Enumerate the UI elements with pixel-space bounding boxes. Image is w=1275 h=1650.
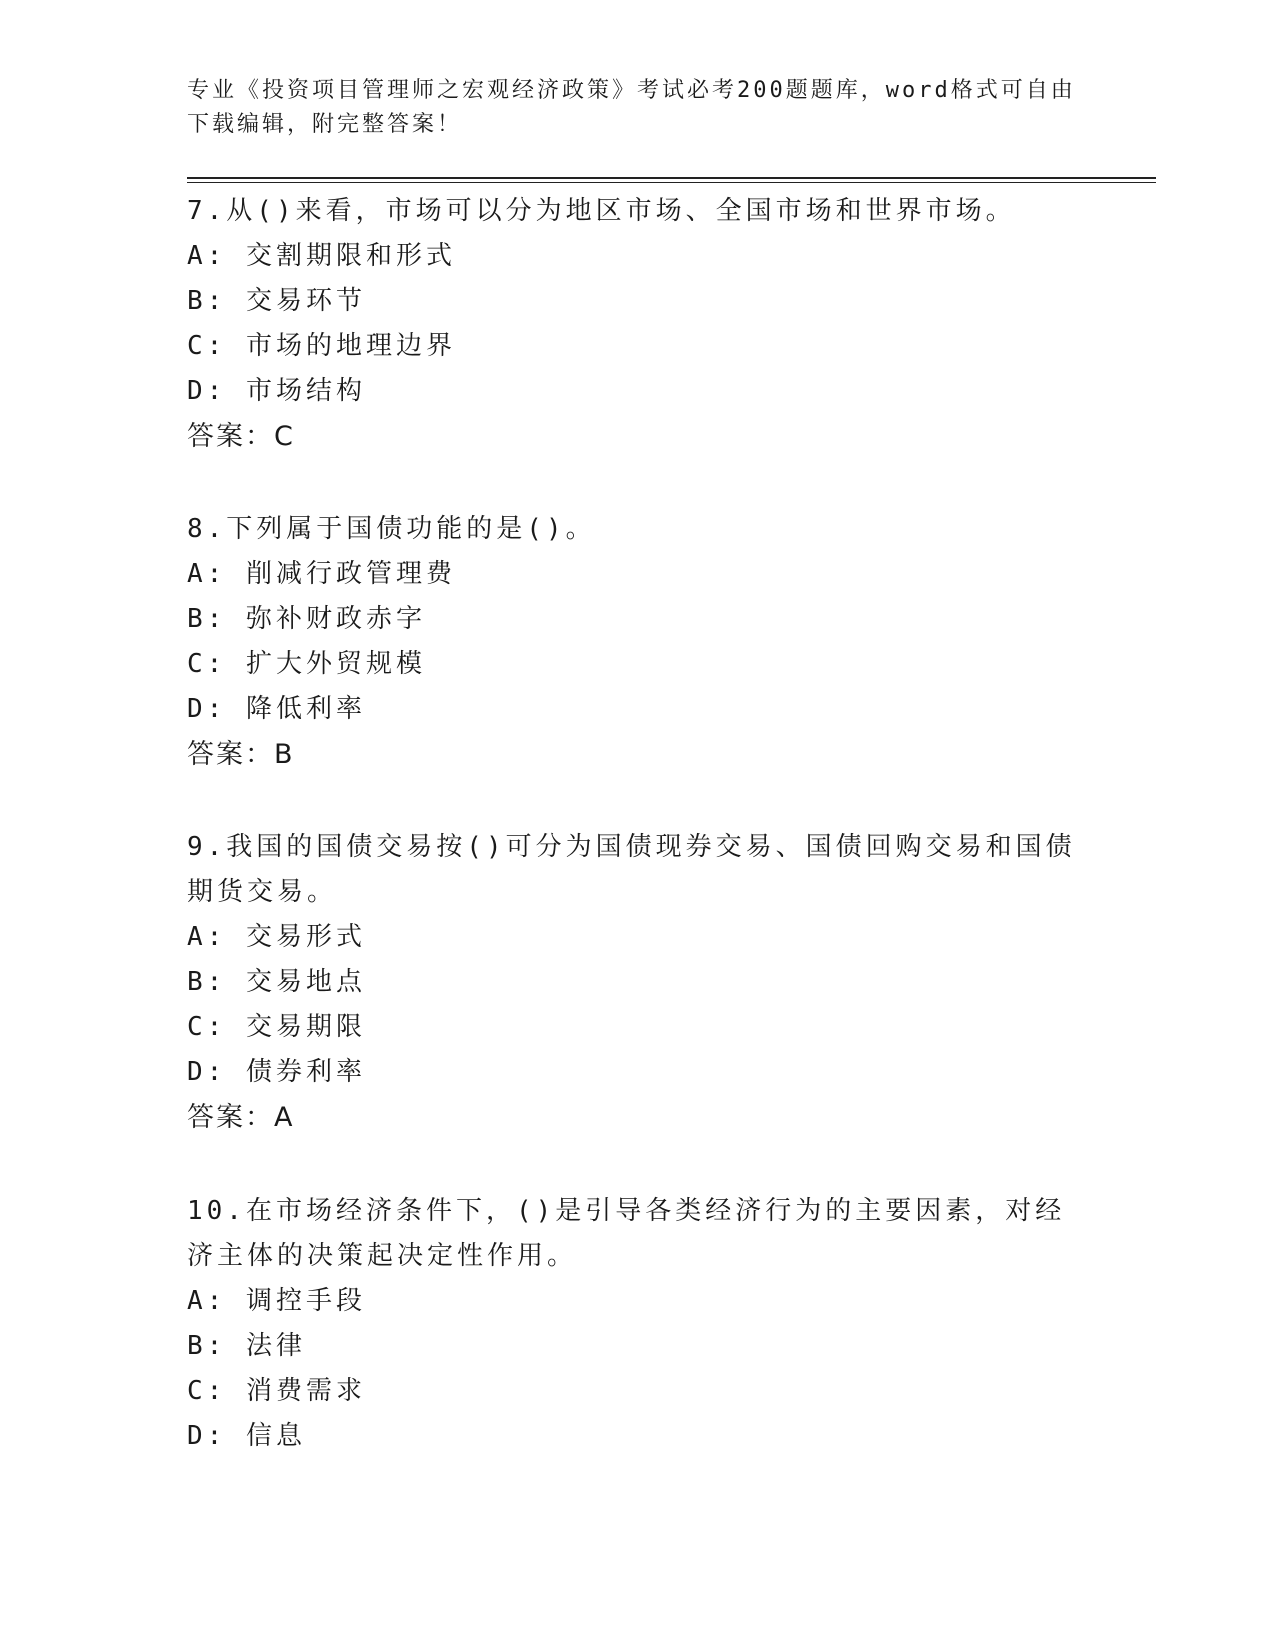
option-d: D: 信息 [187, 1421, 306, 1451]
option-c: C: 消费需求 [187, 1376, 366, 1406]
option-b: B: 弥补财政赤字 [187, 604, 426, 634]
option-a: A: 削减行政管理费 [187, 559, 456, 589]
option-b: B: 法律 [187, 1331, 306, 1361]
option-a: A: 交易形式 [187, 922, 366, 952]
document-intro: 专业《投资项目管理师之宏观经济政策》考试必考200题题库，word格式可自由下载编辑，附完整答案！ [187, 78, 1076, 137]
answer: 答案：B [187, 739, 295, 770]
header-divider [187, 177, 1156, 183]
option-c: C: 扩大外贸规模 [187, 649, 426, 679]
option-d: D: 降低利率 [187, 694, 366, 724]
question-stem: 9.我国的国债交易按()可分为国债现券交易、国债回购交易和国债期货交易。 [187, 832, 1076, 907]
question-8 [187, 507, 1087, 777]
option-d: D: 债券利率 [187, 1057, 366, 1087]
question-stem: 10.在市场经济条件下，()是引导各类经济行为的主要因素，对经济主体的决策起决定性作用。 [187, 1196, 1066, 1271]
option-b: B: 交易地点 [187, 967, 366, 997]
question-stem: 7.从()来看，市场可以分为地区市场、全国市场和世界市场。 [187, 196, 1016, 226]
option-b: B: 交易环节 [187, 286, 366, 316]
answer: 答案：C [187, 421, 295, 452]
question-9 [187, 825, 1087, 1140]
question-stem: 8.下列属于国债功能的是()。 [187, 514, 596, 544]
option-c: C: 交易期限 [187, 1012, 366, 1042]
option-a: A: 调控手段 [187, 1286, 366, 1316]
option-c: C: 市场的地理边界 [187, 331, 456, 361]
question-10 [187, 1189, 1087, 1459]
option-a: A: 交割期限和形式 [187, 241, 456, 271]
answer: 答案：A [187, 1102, 295, 1133]
option-d: D: 市场结构 [187, 376, 366, 406]
question-7 [187, 189, 1087, 459]
